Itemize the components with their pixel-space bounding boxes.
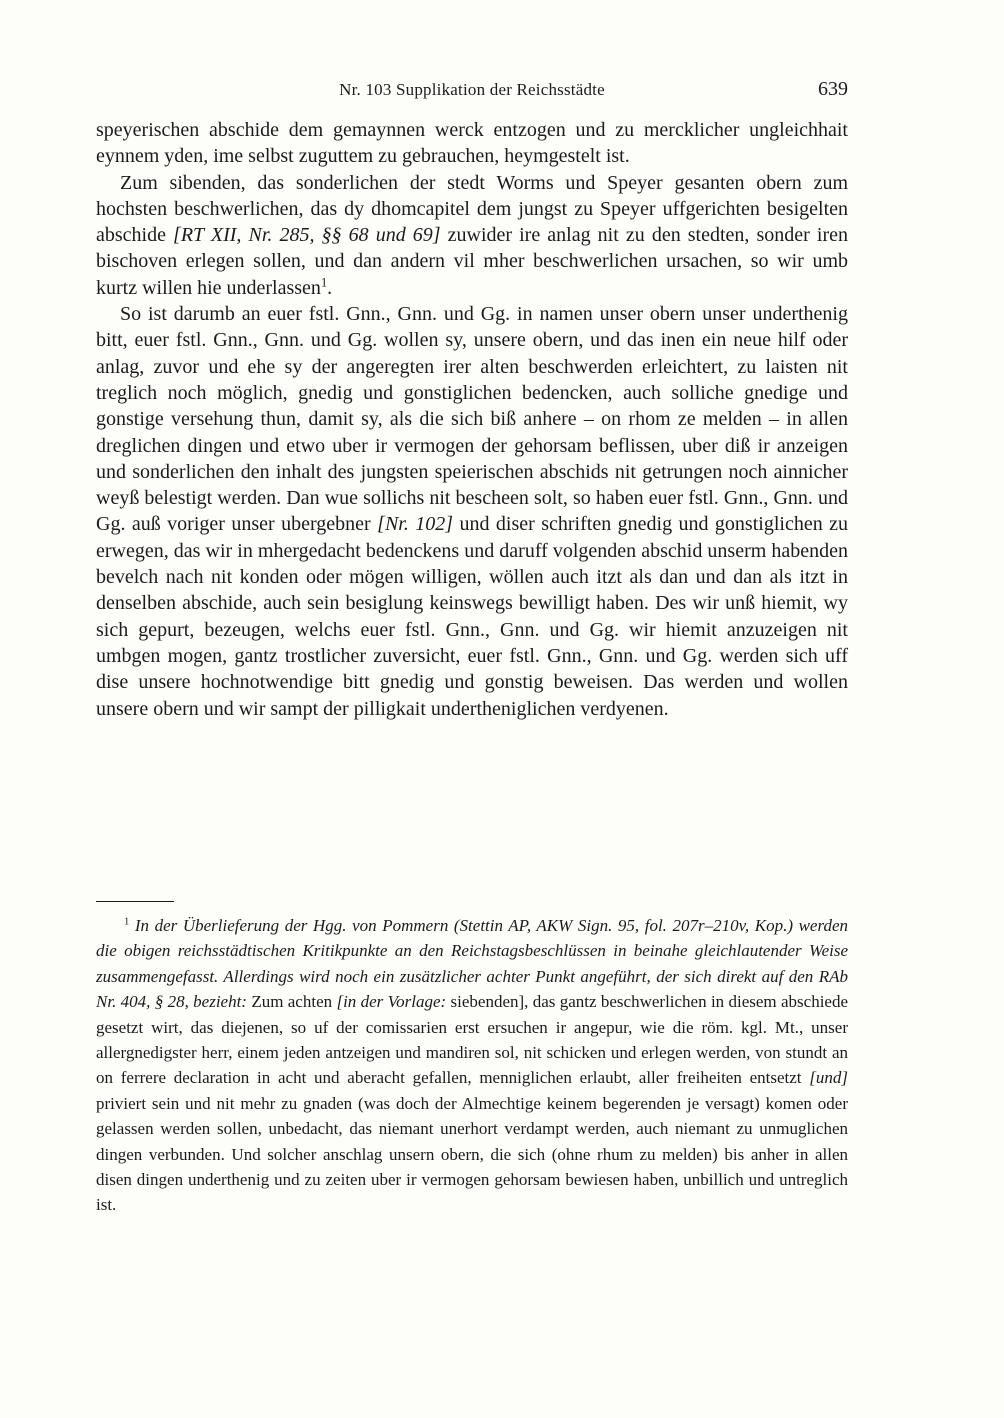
text-run: zuwider ire anlag nit zu den stedten, sonder iren bischoven erlegen sollen, und dan andern vil mher beschwerlichen ursachen, so wir umb kurtz willen hie underlassen [96,224,848,299]
footnote-quote-run: siebenden], das gantz beschwerlichen in diesem abschiede gesetzt wirt, das diejenen, so uf der comissarien erst ersuchen ir angepur, wie die röm. kgl. Mt., unser allergnedigster herr, einem jeden antzeigen und mandiren sol, nit schicken und erlegen werden, von stundt an on ferrere declaration in acht und aberacht gefallen, menniglichen erlaubt, aller freiheiten entsetzt [96,992,849,1088]
text-run: So ist darumb an euer fstl. Gnn., Gnn. und Gg. in namen unser obern unser underthenig bitt, euer fstl. Gnn., Gnn. und Gg. wollen sy, unsere obern, und das inen ein neue hilf oder anlag, zuvor und ehe sy der angeregten irer alten beschwerden erleichtert, zu laisten nit treglich noch möglich, gnedig und gonstiglichen bedencken, auch solliche gnedige und gonstige versehung thun, damit sy, als die sich biß anhere – on rhom ze melden – in allen dreglichen dingen und etwo uber ir vermogen der gehorsam beflissen, uber diß ir anzeigen und sonderlichen den inhalt des jungsten speierischen abschids nit getrungen noch ainnicher weyß belestigt werden. Dan wue sollichs nit bescheen solt, so haben euer fstl. Gnn., Gnn. und Gg. auß voriger unser ubergebner [96,303,848,536]
footnote-section [96,901,848,1218]
page-number: 639 [818,78,848,100]
text-run: . [327,276,333,299]
paragraph-continuation [96,117,848,170]
text-run: Zum sibenden, das sonderlichen der stedt Worms und Speyer gesanten obern zum hochsten beschwerlichen, das dy dhomcapitel dem jungst zu Speyer uffgerichten besigelten abschide [96,171,848,247]
footnote-rule [96,901,174,902]
footnote-quote-run: priviert sein und nit mehr zu gnaden (was doch der Almechtige keinem begerenden je versagt) komen oder gelassen werden sollen, unbedacht, das niemant unerhort verdampt werden, auch niemant zu unmuglichen dingen verbunden. Und solcher anschlag unsern obern, die sich (ohne rhum zu melden) bis anher in allen disen dingen underthenig und zu zeiten uber ir vermogen gehorsam bewiesen haben, unbillich und untreglich ist. [96,1093,848,1215]
footnote-marker-1: 1 [124,916,130,928]
paragraph-zum-sibenden [96,170,848,301]
running-title: Nr. 103 Supplikation der Reichsstädte [339,80,605,99]
citation-rt-xii: [RT XII, Nr. 285, §§ 68 und 69] [173,224,441,247]
footnote-quote-run: Zum achten [251,992,337,1012]
footnote-editorial-insert-und: [und] [809,1068,848,1088]
body-text [96,117,848,722]
text-run: und diser schriften gnedig und gonstiglichen zu erwegen, das wir in mhergedacht bedenckens und daruff volgenden abschid unserm habenden bevelch nach nit konden oder mögen willigen, wöllen auch itzt als dan und dan als itzt in denselben abschide, auch sein besiglung keinswegs bewilligt haben. Des wir unß hiemit, wy sich gepurt, bezeugen, welchs euer fstl. Gnn., Gnn. und Gg. wir hiemit anzuzeigen nit umbgen mogen, gantz trostlicher zuversicht, euer fstl. Gnn., Gnn. und Gg. werden sich uff dise unsere hochnotwendige bitt gnedig und gonstig beweisen. Das werden und wollen unsere obern und wir sampt der pilligkait undertheniglichen verdyenen. [96,513,849,720]
text-run: speyerischen abschide dem gemaynnen werck entzogen und zu mercklicher ungleichhait eynnem yden, ime selbst zuguttem zu gebrauchen, heymgestelt ist. [96,119,848,168]
footnote-editorial-text: In der Überlieferung der Hgg. von Pommern (Stettin AP, AKW Sign. 95, fol. 207r–210v, Kop.) werden die obigen reichsstädtischen Kritikpunkte an den Reichstagsbeschlüssen in beinahe gleichlautender Weise zusammengefasst. Allerdings wird noch ein zusätzlicher achter Punkt angeführt, der sich direkt auf den RAb Nr. 404, § 28, bezieht: [96,916,848,1012]
footnote-editorial-insert-vorlage: [in der Vorlage: [336,992,451,1012]
page-header [96,78,848,101]
footnote-reference-1: 1 [320,275,328,290]
page-content [96,78,848,722]
citation-nr-102: [Nr. 102] [377,513,454,536]
footnote-1 [96,913,848,1218]
paragraph-so-ist-darumb [96,301,848,722]
